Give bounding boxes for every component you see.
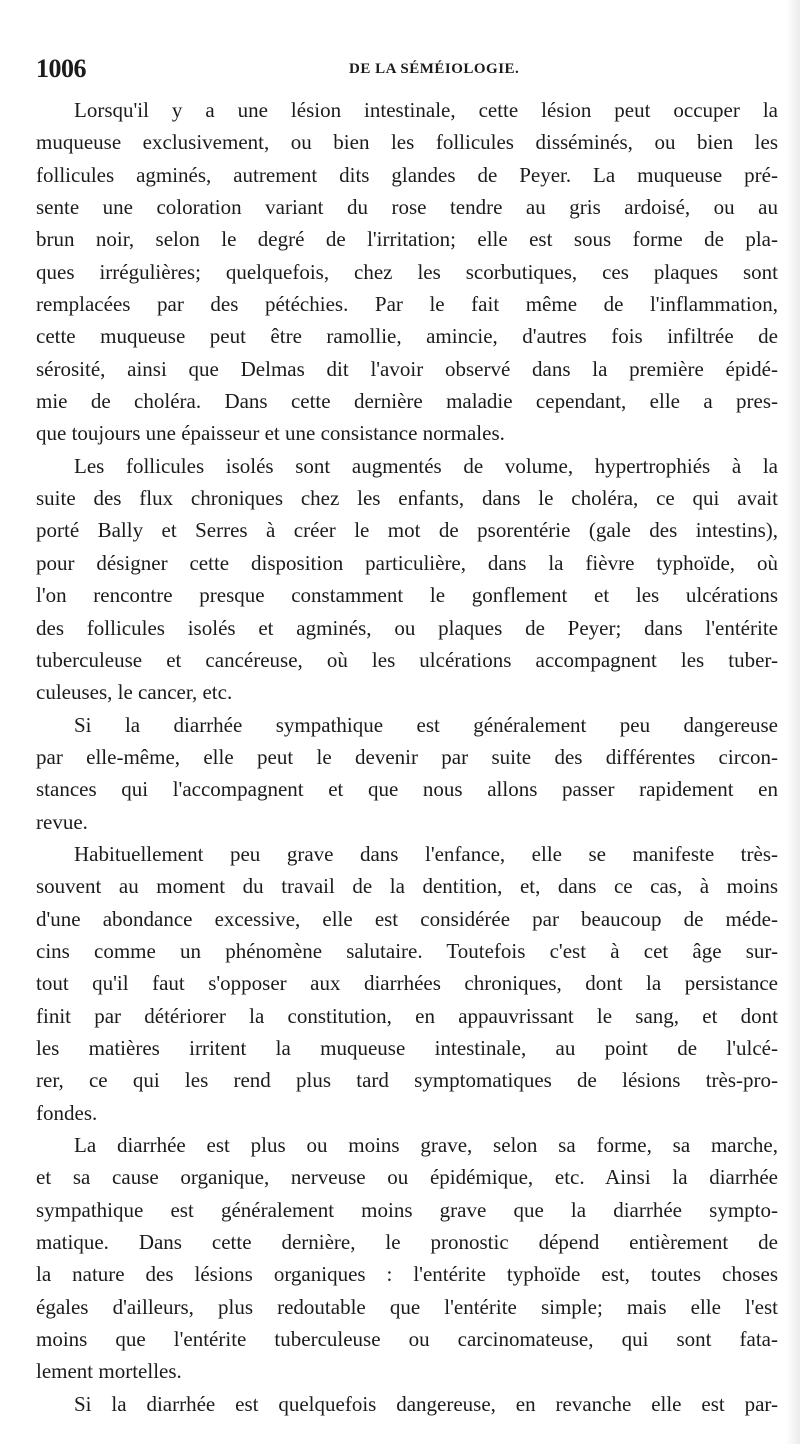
text-line: Si la diarrhée est quelquefois dangereuse, en revanche elle est par- [74,1391,778,1416]
text-line: sympathique est généralement moins grave que la diarrhée sympto- [36,1197,778,1222]
text-line: sente une coloration variant du rose tendre au gris ardoisé, ou au [36,195,778,220]
text-line: culeuses, le cancer, etc. [36,680,233,705]
text-line: fondes. [36,1100,98,1125]
text-line: que toujours une épaisseur et une consistance normales. [36,421,505,446]
page-number: 1006 [36,54,86,83]
text-line: souvent au moment du travail de la dentition, et, dans ce cas, à moins [36,874,778,899]
text-line: lement mortelles. [36,1359,182,1384]
running-title: DE LA SÉMÉIOLOGIE. [349,61,520,77]
text-line: follicules agminés, autrement dits glandes de Peyer. La muqueuse pré- [36,162,778,187]
text-line: brun noir, selon le degré de l'irritation; elle est sous forme de pla- [36,227,778,252]
text-line: matique. Dans cette dernière, le pronostic dépend entièrement de [36,1230,778,1255]
text-line: rer, ce qui les rend plus tard symptomatiques de lésions très-pro- [36,1068,778,1093]
text-line: par elle-même, elle peut le devenir par suite des différentes circon- [36,744,778,769]
text-line: pour désigner cette disposition particulière, dans la fièvre typhoïde, où [36,550,778,575]
text-line: finit par détériorer la constitution, en appauvrissant le sang, et dont [36,1003,778,1028]
text-line: mie de choléra. Dans cette dernière maladie cependant, elle a pres- [36,389,778,414]
body-text [36,94,778,1420]
text-line: ques irrégulières; quelquefois, chez les scorbutiques, ces plaques sont [36,259,778,284]
text-line: les matières irritent la muqueuse intestinale, au point de l'ulcé- [36,1035,778,1060]
text-line: suite des flux chroniques chez les enfants, dans le choléra, ce qui avait [36,486,778,511]
text-line: tuberculeuse et cancéreuse, où les ulcérations accompagnent les tuber- [36,647,778,672]
text-line: des follicules isolés et agminés, ou plaques de Peyer; dans l'entérite [36,615,778,640]
text-line: muqueuse exclusivement, ou bien les follicules disséminés, ou bien les [36,130,778,155]
text-line: cette muqueuse peut être ramollie, amincie, d'autres fois infiltrée de [36,324,778,349]
text-line: remplacées par des pétéchies. Par le fait même de l'inflammation, [36,292,778,317]
text-line: d'une abondance excessive, elle est considérée par beaucoup de méde- [36,906,778,931]
text-line: porté Bally et Serres à créer le mot de psorentérie (gale des intestins), [36,518,778,543]
text-line: moins que l'entérite tuberculeuse ou carcinomateuse, qui sont fata- [36,1327,778,1352]
text-line: et sa cause organique, nerveuse ou épidémique, etc. Ainsi la diarrhée [36,1165,778,1190]
text-line: stances qui l'accompagnent et que nous allons passer rapidement en [36,777,778,802]
text-line: Habituellement peu grave dans l'enfance, elle se manifeste très- [74,841,778,866]
page-header [36,54,776,88]
page-edge-shadow [786,0,800,1444]
text-line: égales d'ailleurs, plus redoutable que l'entérite simple; mais elle l'est [36,1294,778,1319]
text-line: Si la diarrhée sympathique est généralement peu dangereuse [74,712,778,737]
text-line: la nature des lésions organiques : l'entérite typhoïde est, toutes choses [36,1262,778,1287]
text-line: l'on rencontre presque constamment le gonflement et les ulcérations [36,583,778,608]
text-line: La diarrhée est plus ou moins grave, selon sa forme, sa marche, [74,1133,778,1157]
text-line: sérosité, ainsi que Delmas dit l'avoir observé dans la première épidé- [36,356,778,381]
text-line: tout qu'il faut s'opposer aux diarrhées chroniques, dont la persistance [36,971,778,996]
text-line: revue. [36,809,88,834]
text-line: cins comme un phénomène salutaire. Toutefois c'est à cet âge sur- [36,938,778,963]
text-line: Les follicules isolés sont augmentés de volume, hypertrophiés à la [74,453,778,478]
text-line: Lorsqu'il y a une lésion intestinale, cette lésion peut occuper la [74,98,778,122]
